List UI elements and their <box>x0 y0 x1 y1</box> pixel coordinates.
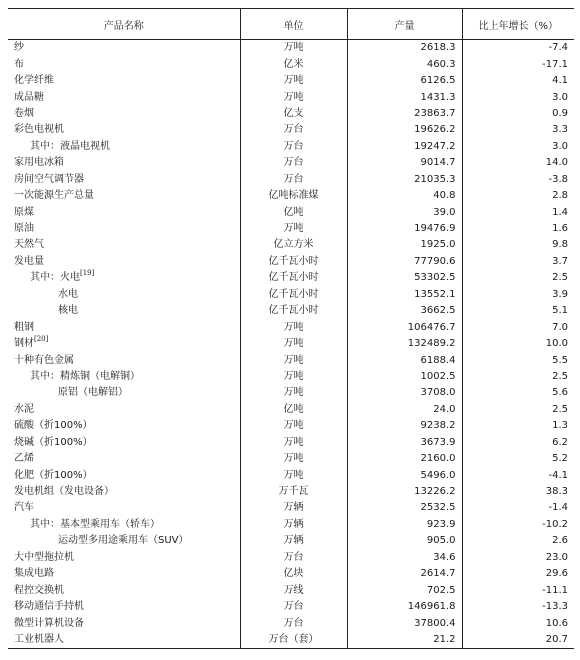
product-name-text: 房间空气调节器 <box>14 173 84 185</box>
table-row <box>8 172 574 188</box>
cell-growth: -3.8 <box>462 172 574 188</box>
cell-product-name <box>8 139 240 155</box>
cell-growth: -13.3 <box>462 599 574 615</box>
table-row <box>8 40 574 57</box>
cell-product-name <box>8 566 240 582</box>
cell-growth: -4.1 <box>462 467 574 483</box>
cell-product-name <box>8 40 240 57</box>
table-row <box>8 484 574 500</box>
table-row <box>8 402 574 418</box>
table-row <box>8 369 574 385</box>
product-name-text: 发电量 <box>14 255 44 267</box>
cell-product-name <box>8 319 240 335</box>
cell-output: 24.0 <box>347 402 462 418</box>
cell-unit: 亿千瓦小时 <box>240 287 347 303</box>
cell-unit: 万辆 <box>240 533 347 549</box>
cell-product-name <box>8 484 240 500</box>
cell-growth: 1.4 <box>462 204 574 220</box>
cell-output: 5496.0 <box>347 467 462 483</box>
cell-growth: -1.4 <box>462 500 574 516</box>
cell-growth: 23.0 <box>462 550 574 566</box>
cell-output: 3708.0 <box>347 385 462 401</box>
table-row <box>8 615 574 631</box>
table-row <box>8 500 574 516</box>
table-row <box>8 336 574 352</box>
product-name-text: 纱 <box>14 42 24 54</box>
cell-growth: 9.8 <box>462 237 574 253</box>
cell-unit: 万吨 <box>240 89 347 105</box>
cell-unit: 万吨 <box>240 418 347 434</box>
cell-unit: 亿千瓦小时 <box>240 270 347 286</box>
table-row <box>8 352 574 368</box>
product-name-text: 水泥 <box>14 403 34 415</box>
cell-output: 53302.5 <box>347 270 462 286</box>
cell-unit: 万吨 <box>240 467 347 483</box>
cell-output: 3662.5 <box>347 303 462 319</box>
cell-output: 19626.2 <box>347 122 462 138</box>
cell-product-name <box>8 615 240 631</box>
cell-output: 40.8 <box>347 188 462 204</box>
cell-unit: 万线 <box>240 582 347 598</box>
cell-growth: 3.9 <box>462 287 574 303</box>
table-row <box>8 204 574 220</box>
cell-output: 923.9 <box>347 517 462 533</box>
cell-unit: 万台 <box>240 139 347 155</box>
cell-growth: 2.5 <box>462 369 574 385</box>
cell-product-name <box>8 402 240 418</box>
cell-output: 39.0 <box>347 204 462 220</box>
cell-product-name <box>8 369 240 385</box>
cell-unit: 亿吨 <box>240 402 347 418</box>
header-product-name: 产品名称 <box>8 9 240 40</box>
cell-product-name <box>8 599 240 615</box>
table-row <box>8 451 574 467</box>
product-name-text: 程控交换机 <box>14 584 64 596</box>
cell-growth: 6.2 <box>462 435 574 451</box>
product-name-text: 液晶电视机 <box>60 140 110 152</box>
cell-growth: 29.6 <box>462 566 574 582</box>
cell-unit: 万千瓦 <box>240 484 347 500</box>
product-name-text: 彩色电视机 <box>14 124 64 136</box>
cell-output: 2618.3 <box>347 40 462 57</box>
cell-growth: 5.2 <box>462 451 574 467</box>
table-body <box>8 40 574 649</box>
product-name-text: 天然气 <box>14 239 44 251</box>
row-prefix: 其中： <box>30 140 60 152</box>
header-output: 产量 <box>347 9 462 40</box>
cell-unit: 万吨 <box>240 40 347 57</box>
cell-product-name <box>8 254 240 270</box>
cell-unit: 万台 <box>240 615 347 631</box>
product-name-text: 工业机器人 <box>14 633 64 645</box>
table-row <box>8 287 574 303</box>
cell-unit: 万吨 <box>240 385 347 401</box>
cell-product-name <box>8 188 240 204</box>
cell-product-name <box>8 73 240 89</box>
product-name-text: 发电机组（发电设备） <box>14 486 114 498</box>
cell-growth: 0.9 <box>462 106 574 122</box>
cell-output: 34.6 <box>347 550 462 566</box>
cell-growth: 5.6 <box>462 385 574 401</box>
product-name-text: 运动型多用途乘用车（SUV） <box>58 535 189 547</box>
table-row <box>8 435 574 451</box>
cell-unit: 万台 <box>240 599 347 615</box>
product-name-text: 一次能源生产总量 <box>14 190 94 202</box>
cell-product-name <box>8 122 240 138</box>
cell-unit: 万吨 <box>240 369 347 385</box>
cell-unit: 亿块 <box>240 566 347 582</box>
cell-unit: 亿千瓦小时 <box>240 254 347 270</box>
cell-output: 702.5 <box>347 582 462 598</box>
cell-growth: 4.1 <box>462 73 574 89</box>
cell-growth: 5.1 <box>462 303 574 319</box>
cell-product-name <box>8 56 240 72</box>
cell-product-name <box>8 352 240 368</box>
product-name-text: 移动通信手持机 <box>14 601 84 613</box>
cell-output: 77790.6 <box>347 254 462 270</box>
cell-growth: 14.0 <box>462 155 574 171</box>
cell-product-name <box>8 106 240 122</box>
cell-unit: 万台 <box>240 122 347 138</box>
cell-output: 2614.7 <box>347 566 462 582</box>
cell-output: 6188.4 <box>347 352 462 368</box>
cell-growth: 3.0 <box>462 89 574 105</box>
cell-output: 23863.7 <box>347 106 462 122</box>
table-row <box>8 550 574 566</box>
cell-unit: 亿千瓦小时 <box>240 303 347 319</box>
table-row <box>8 467 574 483</box>
cell-growth: -7.4 <box>462 40 574 57</box>
product-name-text: 化学纤维 <box>14 75 54 87</box>
table-row <box>8 237 574 253</box>
product-name-text: 化肥（折100%） <box>14 469 93 481</box>
cell-product-name <box>8 204 240 220</box>
cell-product-name <box>8 533 240 549</box>
table-row <box>8 139 574 155</box>
product-name-text: 水电 <box>58 288 78 300</box>
cell-output: 6126.5 <box>347 73 462 89</box>
product-name-text: 硫酸（折100%） <box>14 420 93 432</box>
product-name-text: 十种有色金属 <box>14 354 74 366</box>
cell-output: 146961.8 <box>347 599 462 615</box>
table-row <box>8 599 574 615</box>
row-prefix: 其中： <box>30 370 60 382</box>
header-growth: 比上年增长（%） <box>462 9 574 40</box>
table-row <box>8 533 574 549</box>
cell-output: 2532.5 <box>347 500 462 516</box>
product-name-text: 火电 <box>60 272 80 284</box>
cell-unit: 万吨 <box>240 319 347 335</box>
cell-unit: 万辆 <box>240 500 347 516</box>
cell-unit: 万台（套） <box>240 632 347 649</box>
cell-unit: 万吨 <box>240 73 347 89</box>
table-row <box>8 517 574 533</box>
cell-output: 37800.4 <box>347 615 462 631</box>
cell-product-name <box>8 550 240 566</box>
product-name-text: 乙烯 <box>14 453 34 465</box>
cell-unit: 万辆 <box>240 517 347 533</box>
cell-product-name <box>8 221 240 237</box>
cell-unit: 万台 <box>240 155 347 171</box>
product-name-text: 微型计算机设备 <box>14 617 84 629</box>
cell-product-name <box>8 632 240 649</box>
cell-product-name <box>8 287 240 303</box>
cell-unit: 亿支 <box>240 106 347 122</box>
table-row <box>8 56 574 72</box>
table-row <box>8 254 574 270</box>
cell-unit: 亿立方米 <box>240 237 347 253</box>
cell-output: 13226.2 <box>347 484 462 500</box>
cell-output: 2160.0 <box>347 451 462 467</box>
cell-output: 9238.2 <box>347 418 462 434</box>
cell-unit: 万吨 <box>240 451 347 467</box>
cell-product-name <box>8 435 240 451</box>
cell-output: 13552.1 <box>347 287 462 303</box>
cell-product-name <box>8 155 240 171</box>
cell-growth: 3.3 <box>462 122 574 138</box>
product-name-text: 粗钢 <box>14 321 34 333</box>
product-name-text: 钢材 <box>14 338 34 350</box>
cell-product-name <box>8 467 240 483</box>
cell-output: 905.0 <box>347 533 462 549</box>
product-name-text: 原铝（电解铝） <box>58 387 128 399</box>
cell-product-name <box>8 303 240 319</box>
cell-growth: -10.2 <box>462 517 574 533</box>
cell-output: 19476.9 <box>347 221 462 237</box>
cell-output: 106476.7 <box>347 319 462 335</box>
table-row <box>8 270 574 286</box>
product-name-text: 卷烟 <box>14 107 34 119</box>
product-output-table <box>8 8 574 649</box>
product-name-text: 集成电路 <box>14 568 54 580</box>
table-row <box>8 632 574 649</box>
table-row <box>8 155 574 171</box>
cell-unit: 亿吨标准煤 <box>240 188 347 204</box>
cell-growth: 3.7 <box>462 254 574 270</box>
cell-unit: 万吨 <box>240 352 347 368</box>
cell-unit: 万台 <box>240 172 347 188</box>
cell-output: 9014.7 <box>347 155 462 171</box>
cell-product-name <box>8 517 240 533</box>
cell-unit: 万吨 <box>240 336 347 352</box>
table-row <box>8 122 574 138</box>
cell-product-name <box>8 385 240 401</box>
cell-unit: 亿米 <box>240 56 347 72</box>
table-row <box>8 89 574 105</box>
cell-product-name <box>8 500 240 516</box>
cell-product-name <box>8 336 240 352</box>
header-unit: 单位 <box>240 9 347 40</box>
cell-output: 132489.2 <box>347 336 462 352</box>
cell-product-name <box>8 270 240 286</box>
cell-growth: 1.6 <box>462 221 574 237</box>
row-prefix: 其中： <box>30 518 60 530</box>
product-name-text: 烧碱（折100%） <box>14 436 93 448</box>
cell-product-name <box>8 89 240 105</box>
product-name-text: 汽车 <box>14 502 34 514</box>
table-row <box>8 385 574 401</box>
table-row <box>8 303 574 319</box>
cell-output: 460.3 <box>347 56 462 72</box>
cell-unit: 亿吨 <box>240 204 347 220</box>
table-row <box>8 566 574 582</box>
cell-output: 3673.9 <box>347 435 462 451</box>
cell-growth: -17.1 <box>462 56 574 72</box>
product-name-text: 精炼铜（电解铜） <box>60 370 140 382</box>
cell-growth: 38.3 <box>462 484 574 500</box>
table-row <box>8 73 574 89</box>
cell-growth: 5.5 <box>462 352 574 368</box>
cell-product-name <box>8 451 240 467</box>
cell-product-name <box>8 172 240 188</box>
cell-unit: 万吨 <box>240 221 347 237</box>
cell-output: 1431.3 <box>347 89 462 105</box>
table-header <box>8 9 574 40</box>
footnote-ref: [20] <box>34 334 49 343</box>
cell-growth: -11.1 <box>462 582 574 598</box>
footnote-ref: [19] <box>80 269 95 278</box>
product-name-text: 大中型拖拉机 <box>14 551 74 563</box>
cell-output: 19247.2 <box>347 139 462 155</box>
cell-growth: 7.0 <box>462 319 574 335</box>
cell-growth: 2.5 <box>462 270 574 286</box>
table-row <box>8 221 574 237</box>
header-row <box>8 9 574 40</box>
cell-growth: 2.6 <box>462 533 574 549</box>
cell-output: 1002.5 <box>347 369 462 385</box>
cell-output: 21.2 <box>347 632 462 649</box>
cell-product-name <box>8 237 240 253</box>
table-row <box>8 319 574 335</box>
cell-growth: 10.0 <box>462 336 574 352</box>
cell-growth: 3.0 <box>462 139 574 155</box>
cell-unit: 万吨 <box>240 435 347 451</box>
cell-unit: 万台 <box>240 550 347 566</box>
cell-growth: 2.5 <box>462 402 574 418</box>
cell-output: 1925.0 <box>347 237 462 253</box>
cell-growth: 10.6 <box>462 615 574 631</box>
product-name-text: 布 <box>14 58 24 70</box>
product-name-text: 基本型乘用车（轿车） <box>60 518 160 530</box>
cell-product-name <box>8 582 240 598</box>
product-name-text: 原油 <box>14 223 34 235</box>
table-row <box>8 106 574 122</box>
table-row <box>8 418 574 434</box>
cell-growth: 2.8 <box>462 188 574 204</box>
cell-growth: 20.7 <box>462 632 574 649</box>
product-name-text: 核电 <box>58 305 78 317</box>
product-name-text: 成品糖 <box>14 91 44 103</box>
cell-growth: 1.3 <box>462 418 574 434</box>
table-row <box>8 582 574 598</box>
product-name-text: 家用电冰箱 <box>14 157 64 169</box>
table-row <box>8 188 574 204</box>
row-prefix: 其中： <box>30 272 60 284</box>
cell-product-name <box>8 418 240 434</box>
cell-output: 21035.3 <box>347 172 462 188</box>
product-name-text: 原煤 <box>14 206 34 218</box>
